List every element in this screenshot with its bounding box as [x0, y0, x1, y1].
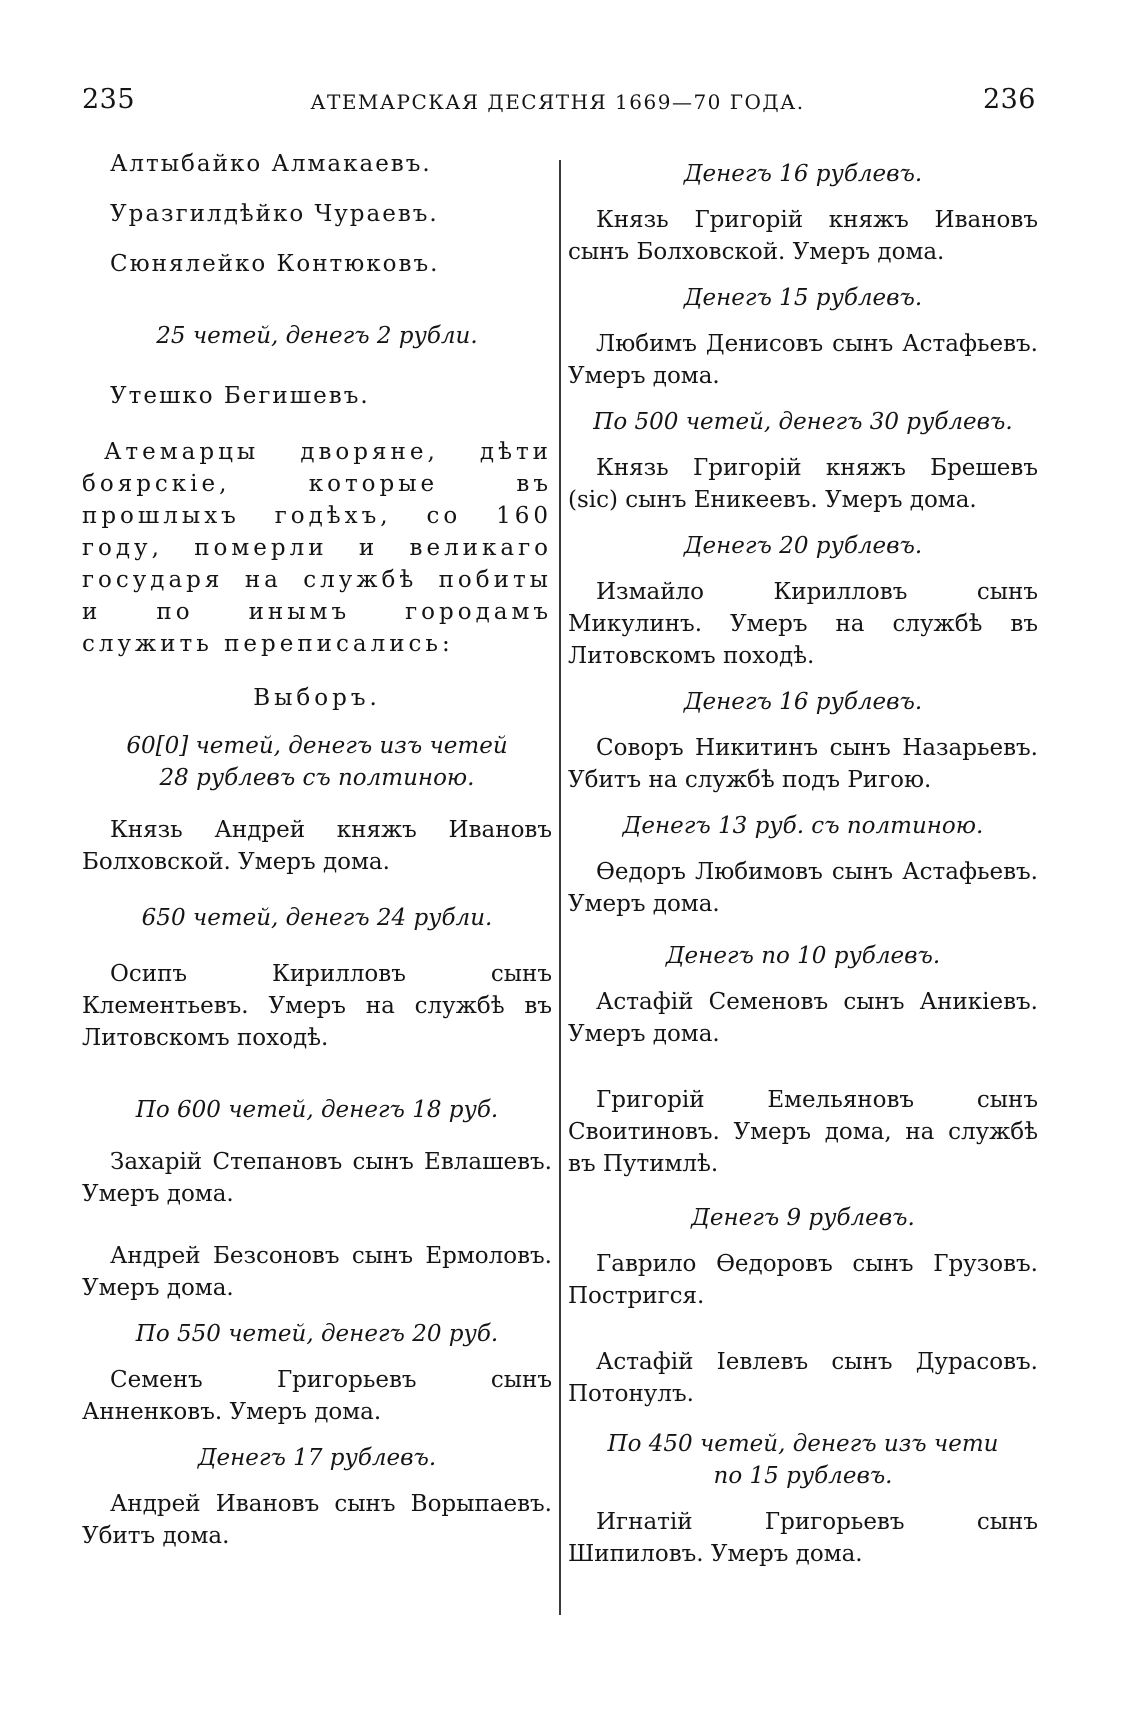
section-heading: Денегъ 17 рублевъ. — [197, 1445, 437, 1471]
section-heading: Денегъ 15 рублевъ. — [683, 285, 923, 311]
entry: Утешко Бегишевъ. — [110, 383, 370, 409]
section-heading: по 15 рублевъ. — [713, 1463, 893, 1489]
section-heading: По 550 четей, денегъ 20 руб. — [135, 1321, 499, 1347]
entry: Семенъ Григорьевъ сынъ Анненковъ. Умеръ дома. — [82, 1367, 552, 1425]
entry: Измайло Кирилловъ сынъ Микулинъ. Умеръ на службѣ въ Литовскомъ походѣ. — [568, 579, 1038, 669]
entry: Игнатій Григорьевъ сынъ Шипиловъ. Умеръ дома. — [568, 1509, 1038, 1567]
entry: Андрей Безсоновъ сынъ Ермоловъ. Умеръ дома. — [82, 1243, 552, 1301]
entry: Князь Андрей княжъ Ивановъ Болховской. Умеръ дома. — [82, 817, 552, 875]
section-heading: 60[0] четей, денегъ изъ четей — [126, 733, 508, 759]
right-column — [568, 148, 1038, 1570]
left-page-number: 235 — [82, 84, 136, 115]
entry: Гаврило Ѳедоровъ сынъ Грузовъ. Постригся. — [568, 1251, 1038, 1309]
entry: Соворъ Никитинъ сынъ Назарьевъ. Убитъ на службѣ подъ Ригою. — [568, 735, 1038, 793]
section-heading: По 600 четей, денегъ 18 руб. — [135, 1097, 499, 1123]
section-intro: Атемарцы дворяне, дѣти боярскіе, которые въ прошлыхъ годѣхъ, со 160 году, померли и великаго государя на службѣ побиты и по инымъ городамъ служить переписались: — [82, 439, 552, 657]
entry: Алтыбайко Алмакаевъ. — [110, 151, 432, 177]
entry: Ѳедоръ Любимовъ сынъ Астафьевъ. Умеръ дома. — [568, 859, 1038, 917]
section-heading: Денегъ 16 рублевъ. — [683, 689, 923, 715]
entry: Захарій Степановъ сынъ Евлашевъ. Умеръ дома. — [82, 1149, 552, 1207]
entry: Астафій Іевлевъ сынъ Дурасовъ. Потонулъ. — [568, 1349, 1038, 1407]
running-title: АТЕМАРСКАЯ ДЕСЯТНЯ 1669—70 ГОДА. — [310, 90, 805, 114]
entry: Любимъ Денисовъ сынъ Астафьевъ. Умеръ дома. — [568, 331, 1038, 389]
entry: Григорій Емельяновъ сынъ Своитиновъ. Умеръ дома, на службѣ въ Путимлѣ. — [568, 1087, 1038, 1177]
left-column — [82, 148, 552, 1552]
section-heading: По 500 четей, денегъ 30 рублевъ. — [593, 409, 1013, 435]
section-heading: Денегъ 16 рублевъ. — [683, 161, 923, 187]
right-page-number: 236 — [982, 84, 1036, 115]
entry: Князь Григорій княжъ Брешевъ (sic) сынъ Еникеевъ. Умеръ дома. — [568, 455, 1038, 513]
section-heading: По 450 четей, денегъ изъ чети — [607, 1431, 999, 1457]
entry: Уразгилдѣйко Чураевъ. — [110, 201, 439, 227]
section-heading: 25 четей, денегъ 2 рубли. — [156, 323, 478, 349]
section-heading: Денегъ по 10 рублевъ. — [665, 943, 941, 969]
section-title: Выборъ. — [253, 685, 381, 711]
section-heading: Денегъ 13 руб. съ полтиною. — [622, 813, 984, 839]
section-heading: 650 четей, денегъ 24 рубли. — [141, 905, 493, 931]
section-heading: Денегъ 20 рублевъ. — [683, 533, 923, 559]
entry: Сюнялейко Контюковъ. — [110, 251, 440, 277]
section-heading: Денегъ 9 рублевъ. — [691, 1205, 915, 1231]
column-divider — [559, 160, 561, 1615]
entry: Князь Григорій княжъ Ивановъ сынъ Болховской. Умеръ дома. — [568, 207, 1038, 265]
section-heading: 28 рублевъ съ полтиною. — [159, 765, 475, 791]
entry: Астафій Семеновъ сынъ Аникіевъ. Умеръ дома. — [568, 989, 1038, 1047]
entry: Осипъ Кирилловъ сынъ Клементьевъ. Умеръ на службѣ въ Литовскомъ походѣ. — [82, 961, 552, 1051]
entry: Андрей Ивановъ сынъ Ворыпаевъ. Убитъ дома. — [82, 1491, 552, 1549]
